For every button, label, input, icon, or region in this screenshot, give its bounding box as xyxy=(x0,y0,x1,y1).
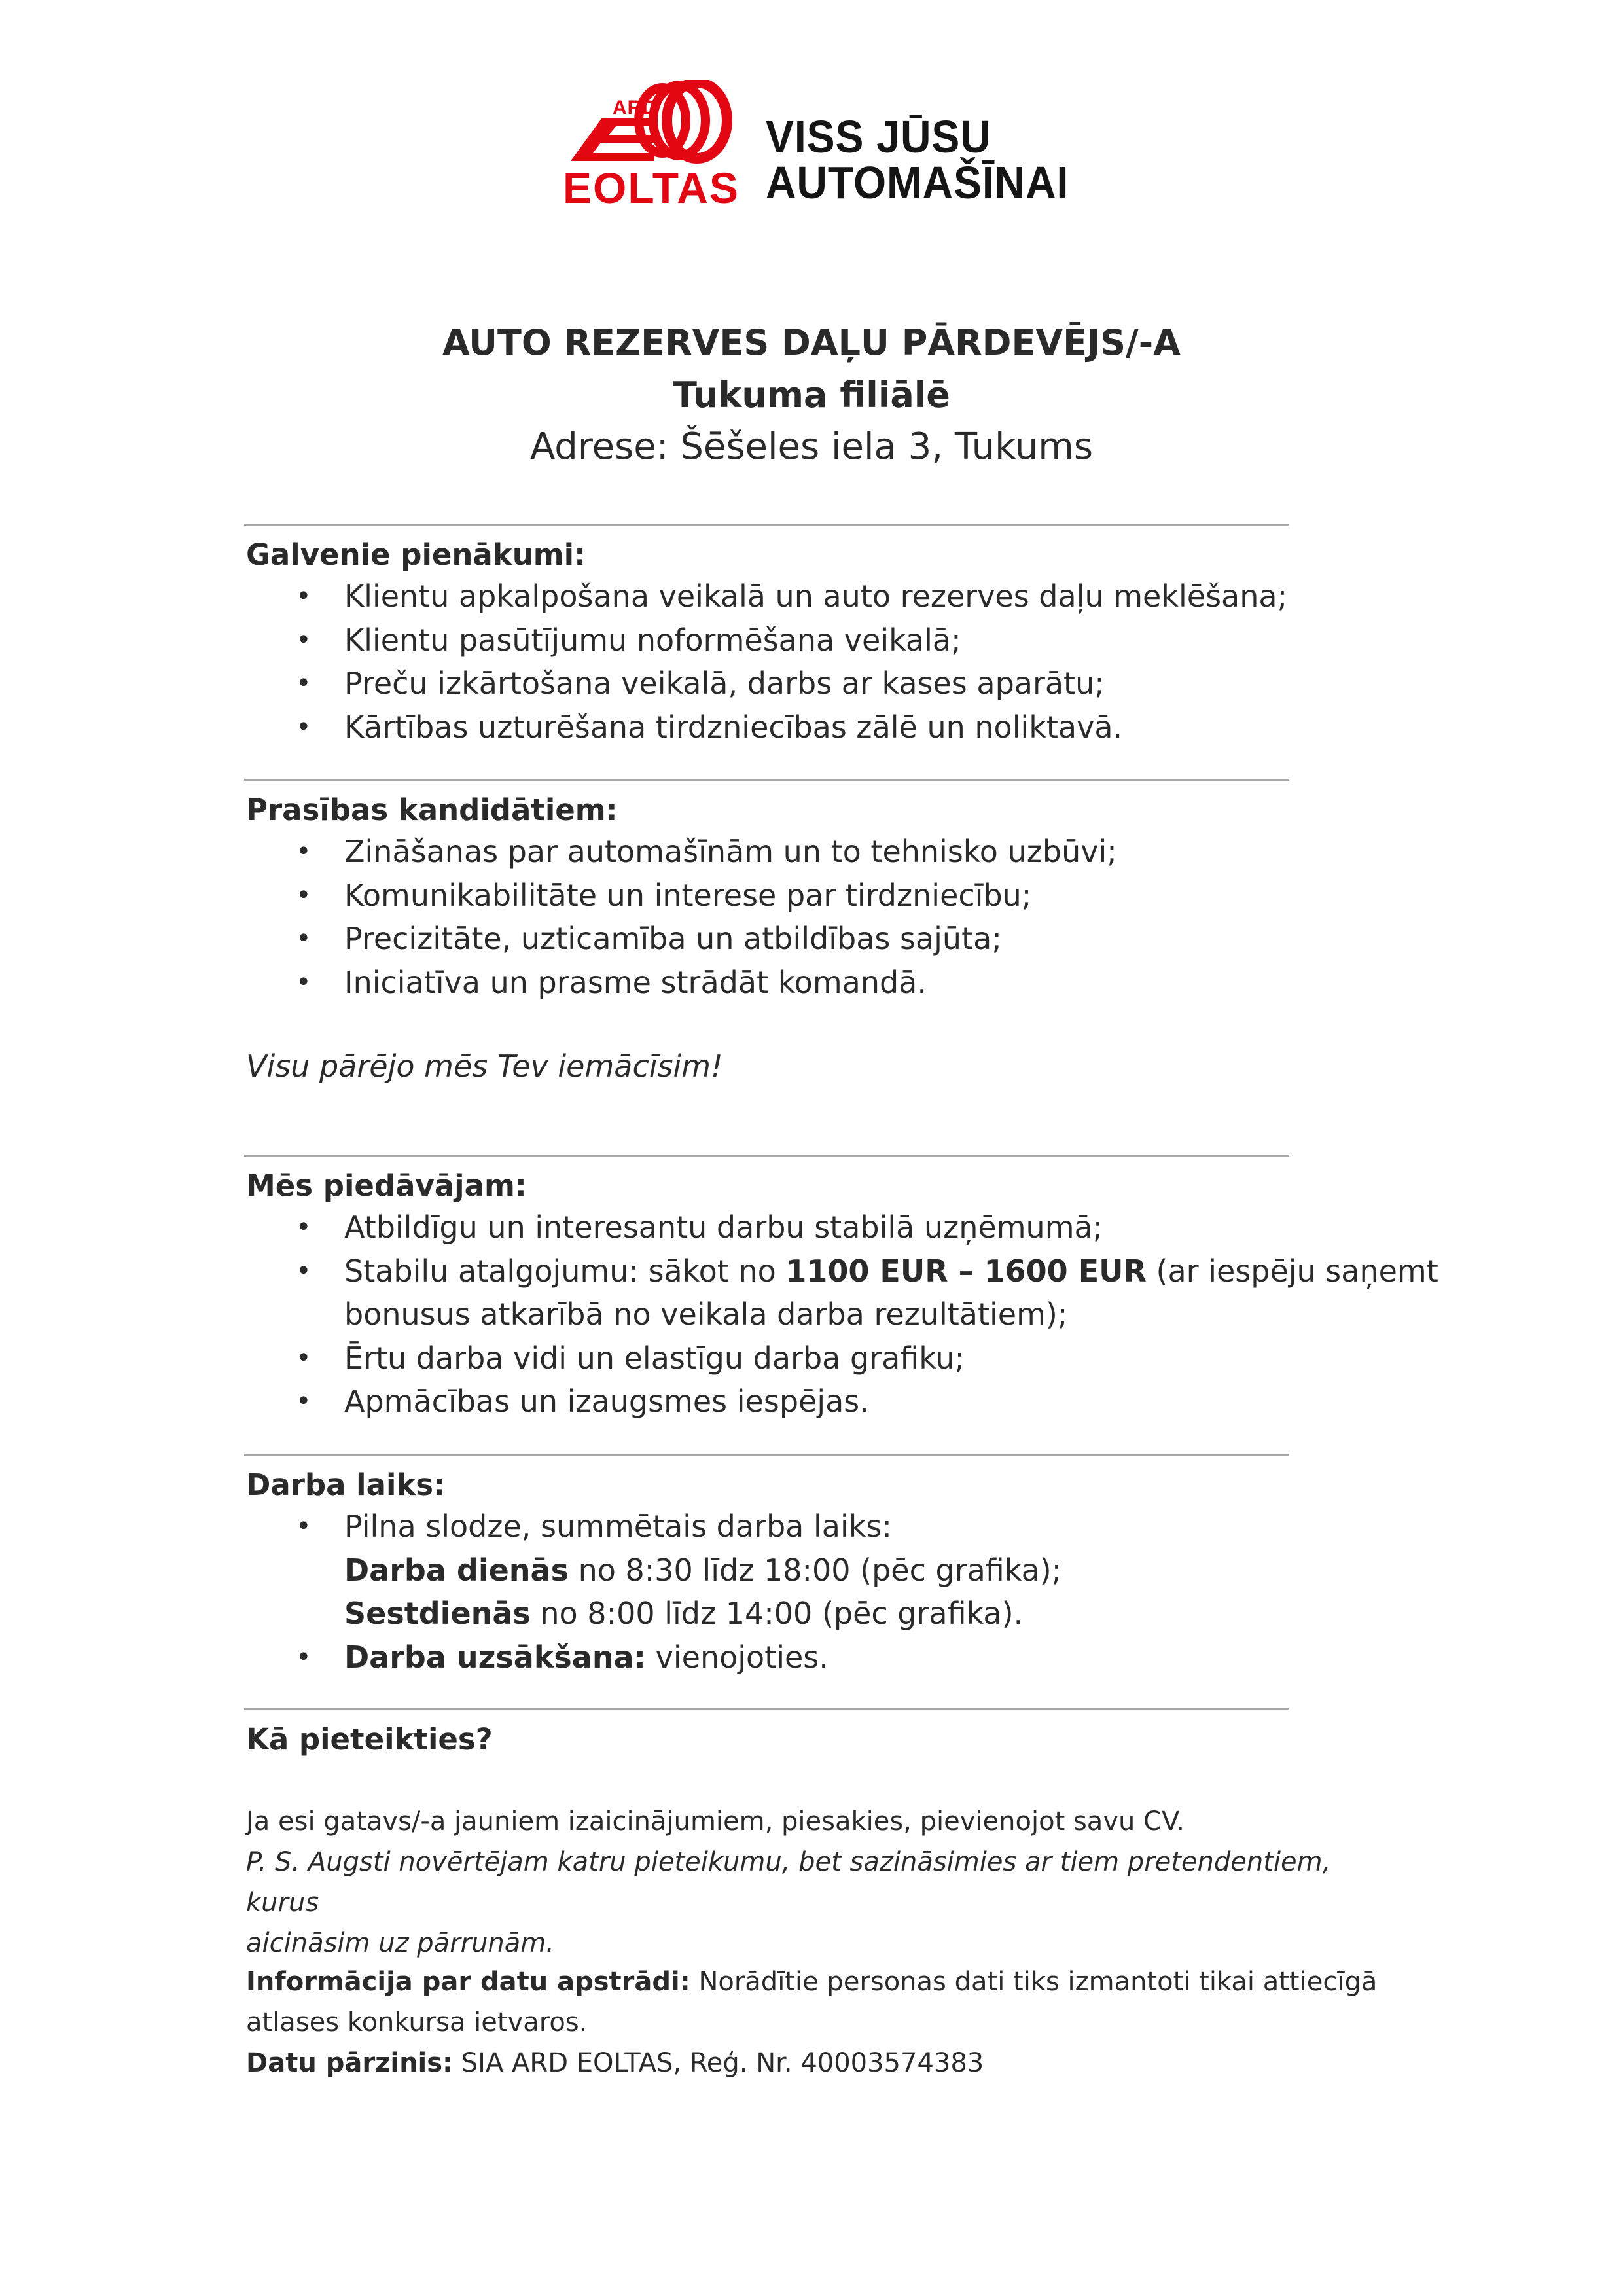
section-divider xyxy=(244,779,1289,781)
controller-line xyxy=(246,2043,1398,2083)
weekday-time: no 8:30 līdz 18:00 (pēc grafika); xyxy=(568,1552,1062,1588)
weekday-label: Darba dienās xyxy=(344,1552,569,1588)
offer-section xyxy=(246,1166,1438,1424)
list-item: • Precizitāte, uzticamība un atbildības sajūta; xyxy=(246,917,1398,961)
company-logo xyxy=(563,80,1099,211)
section-divider xyxy=(244,1155,1289,1157)
offer-title: Mēs piedāvājam: xyxy=(246,1168,527,1203)
privacy-label: Informācija par datu apstrādi: xyxy=(246,1967,690,1997)
saturday-hours xyxy=(246,1592,1398,1636)
list-item: • Iniciatīva un prasme strādāt komandā. xyxy=(246,961,1398,1005)
hours-list-continued xyxy=(246,1636,1398,1679)
controller-label: Datu pārzinis: xyxy=(246,2048,454,2078)
offer-list xyxy=(246,1206,1438,1293)
section-divider xyxy=(244,1708,1289,1710)
requirements-title: Prasības kandidātiem: xyxy=(246,793,618,827)
apply-line: Ja esi gatavs/-a jauniem izaicinājumiem, piesakies, pievienojot savu CV. xyxy=(246,1806,1185,1837)
requirements-list xyxy=(246,830,1398,1004)
slogan-line-2: AUTOMAŠĪNAI xyxy=(766,157,1069,208)
hours-section xyxy=(246,1465,1398,1679)
hours-title: Darba laiks: xyxy=(246,1467,446,1502)
apply-section xyxy=(246,1720,1398,1759)
list-item: • Zināšanas par automašīnām un to tehnisko uzbūvi; xyxy=(246,830,1398,874)
branch-address: Adrese: Šēšeles iela 3, Tukums xyxy=(529,425,1094,468)
privacy-line-1 xyxy=(246,1962,1398,2002)
salary-range: 1100 EUR – 1600 EUR xyxy=(785,1253,1147,1289)
ps-line-1: P. S. Augsti novērtējam katru pieteikumu, bet sazināsimies ar tiem pretendentiem, kurus xyxy=(246,1847,1331,1918)
section-divider xyxy=(244,1454,1289,1456)
list-item: • Apmācības un izaugsmes iespējas. xyxy=(246,1380,1398,1424)
list-item: • Pilna slodze, summētais darba laiks: xyxy=(246,1505,1398,1549)
controller-text: SIA ARD EOLTAS, Reģ. Nr. 40003574383 xyxy=(453,2048,984,2078)
saturday-time: no 8:00 līdz 14:00 (pēc grafika). xyxy=(530,1596,1024,1631)
job-title: AUTO REZERVES DAĻU PĀRDEVĒJS/-A xyxy=(442,322,1181,363)
apply-text xyxy=(246,1801,1398,1964)
weekday-hours xyxy=(246,1549,1398,1592)
apply-title: Kā pieteikties? xyxy=(246,1722,493,1757)
logo-eoltas-text: EOLTAS xyxy=(563,164,740,212)
list-item: • Komunikabilitāte un interese par tirdzniecību; xyxy=(246,874,1398,918)
section-divider xyxy=(244,524,1289,526)
privacy-line-2: atlases konkursa ietvaros. xyxy=(246,2007,588,2037)
offer-list-continued xyxy=(246,1336,1398,1424)
ps-line-2: aicināsim uz pārrunām. xyxy=(246,1928,554,1958)
slogan-line-1: VISS JŪSU xyxy=(766,111,991,162)
salary-prefix: Stabilu atalgojumu: sākot no xyxy=(344,1253,786,1289)
training-note: Visu pārējo mēs Tev iemācīsim! xyxy=(246,1049,723,1084)
list-item: • Preču izkārtošana veikalā, darbs ar kases aparātu; xyxy=(246,662,1398,706)
duties-list xyxy=(246,575,1398,749)
list-item xyxy=(246,1636,1398,1679)
list-item: • Klientu pasūtījumu noformēšana veikalā; xyxy=(246,619,1398,662)
privacy-text: Norādītie personas dati tiks izmantoti tikai attiecīgā xyxy=(690,1967,1378,1997)
list-item: • Klientu apkalpošana veikalā un auto rezerves daļu meklēšana; xyxy=(246,575,1398,619)
hours-list xyxy=(246,1505,1398,1549)
privacy-section xyxy=(246,1962,1398,2083)
logo-ard-text: ARD xyxy=(613,97,657,118)
list-item: • Kārtības uzturēšana tirdzniecības zālē un noliktavā. xyxy=(246,706,1398,749)
saturday-label: Sestdienās xyxy=(344,1596,531,1631)
duties-title: Galvenie pienākumi: xyxy=(246,537,586,572)
salary-continuation: bonusus atkarībā no veikala darba rezultātiem); xyxy=(344,1297,1068,1332)
list-item xyxy=(246,1249,1438,1293)
logo-slogan xyxy=(766,111,1069,208)
requirements-section xyxy=(246,791,1398,1004)
start-label: Darba uzsākšana: xyxy=(344,1639,647,1675)
branch-subtitle: Tukuma filiālē xyxy=(673,374,950,416)
salary-suffix: (ar iespēju saņemt xyxy=(1146,1253,1438,1289)
start-text: vienojoties. xyxy=(646,1639,829,1675)
duties-section xyxy=(246,535,1398,749)
list-item: • Ērtu darba vidi un elastīgu darba grafiku; xyxy=(246,1336,1398,1380)
list-item: • Atbildīgu un interesantu darbu stabilā uzņēmumā; xyxy=(246,1206,1398,1249)
